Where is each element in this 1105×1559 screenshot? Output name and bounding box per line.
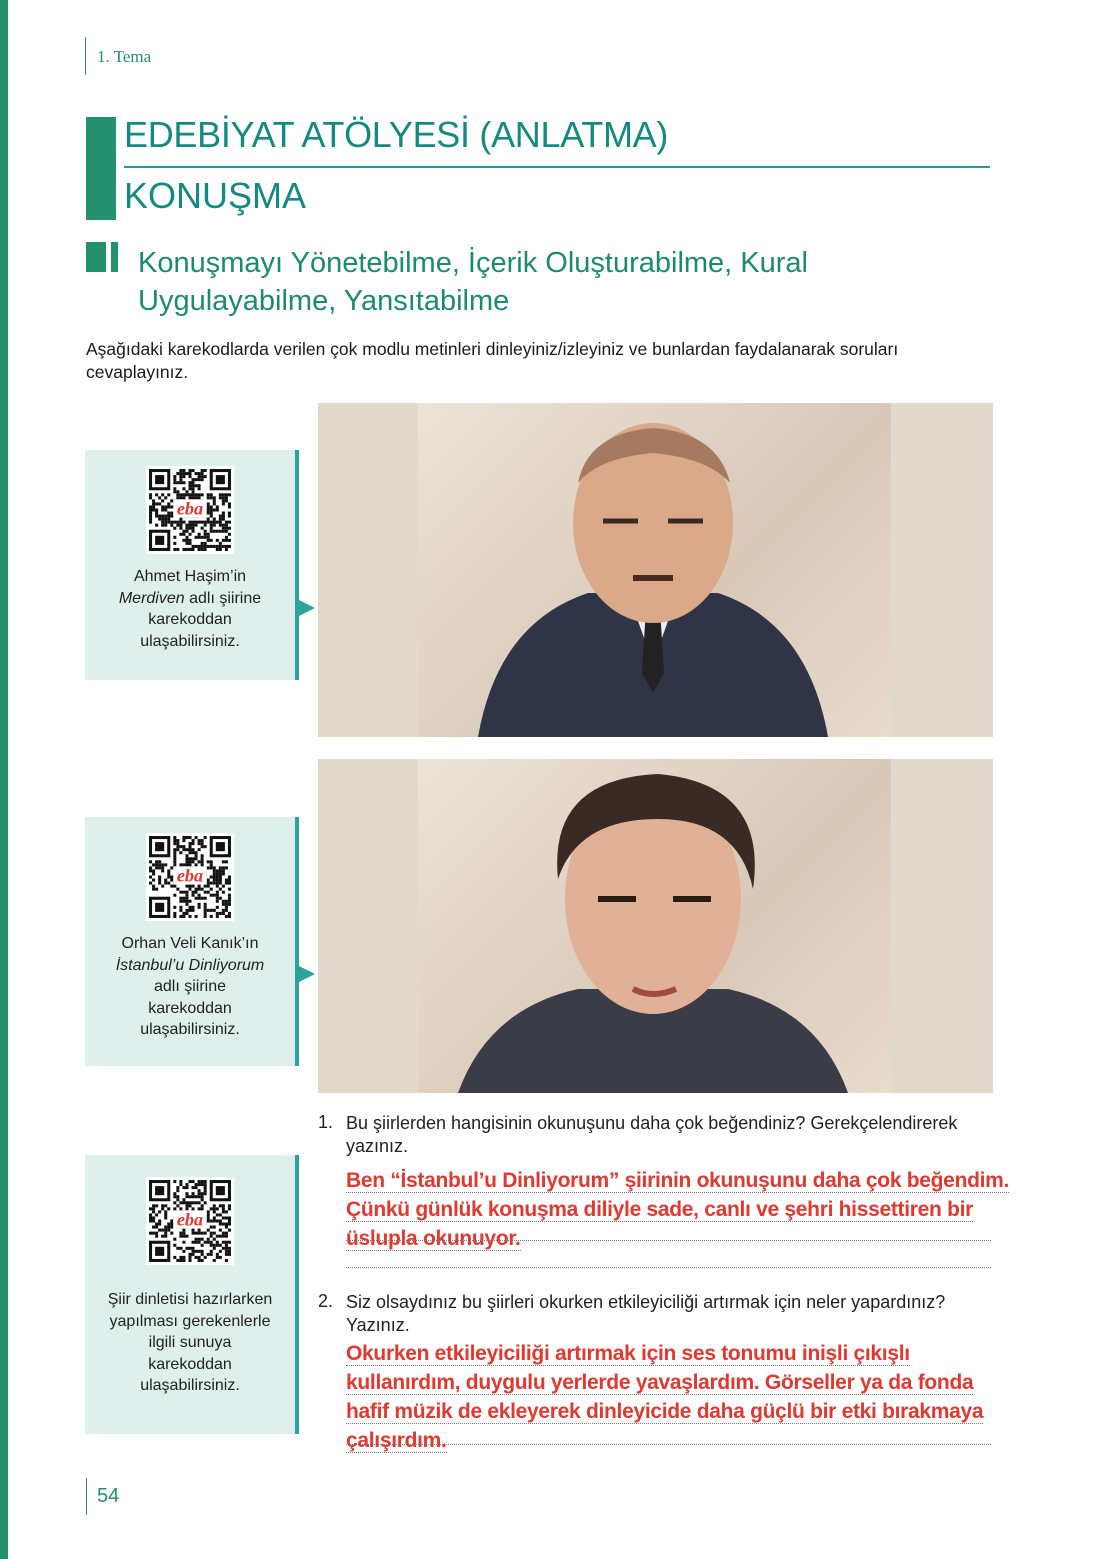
answer-line: üslupla okunuyor. bbox=[346, 1227, 521, 1250]
page-number: 54 bbox=[97, 1485, 120, 1507]
answer-line: Okurken etkileyiciliği artırmak için ses tonumu inişli çıkışlı bbox=[346, 1342, 910, 1365]
question-number: 1. bbox=[318, 1112, 334, 1132]
qr-box-istanbul bbox=[85, 817, 299, 1066]
instructions: Aşağıdaki karekodlarda verilen çok modlu metinleri dinleyiniz/izleyiniz ve bunlardan faydalanarak soruları cevaplayınız. bbox=[86, 339, 899, 382]
caption-text: Orhan Veli Kanık’ın bbox=[121, 935, 259, 952]
question-number: 2. bbox=[318, 1291, 334, 1311]
qr-caption bbox=[85, 566, 295, 652]
arrow-right-icon bbox=[299, 966, 315, 982]
heading-marker-icon bbox=[86, 242, 106, 272]
qr-code-icon[interactable] bbox=[146, 466, 234, 554]
caption-text: Ahmet Haşim’in bbox=[133, 568, 247, 585]
svg-text:eba: eba bbox=[176, 1209, 204, 1230]
answer-dotted-line bbox=[346, 1267, 991, 1268]
divider bbox=[86, 1478, 87, 1515]
qr-code-icon[interactable] bbox=[146, 1177, 234, 1265]
caption-text: Şiir dinletisi hazırlarken yapılması gerekenlerle ilgili sunuya karekoddan ulaşabilirsiniz. bbox=[107, 1291, 273, 1394]
qr-box-presentation bbox=[85, 1155, 299, 1434]
portrait-image bbox=[418, 759, 891, 1093]
answer-line: Çünkü günlük konuşma diliyle sade, canlı ve şehri hissettiren bir bbox=[346, 1198, 974, 1221]
poem-title: İstanbul’u Dinliyorum bbox=[115, 956, 265, 974]
question-text: Siz olsaydınız bu şiirleri okurken etkileyiciliği artırmak için neler yapardınız? Yazınız. bbox=[346, 1292, 946, 1335]
portrait-orhan-veli bbox=[318, 759, 993, 1093]
qr-box-merdiven bbox=[85, 450, 299, 680]
answer-line: kullanırdım, duygulu yerlerde yavaşlardım. Görseller ya da fonda bbox=[346, 1371, 974, 1394]
arrow-right-icon bbox=[299, 600, 315, 616]
theme-label: 1. Tema bbox=[97, 47, 152, 66]
question-text: Bu şiirlerden hangisinin okunuşunu daha çok beğendiniz? Gerekçelendirerek yazınız. bbox=[346, 1113, 958, 1156]
caption-text: adlı şiirine karekoddan ulaşabilirsiniz. bbox=[140, 978, 240, 1038]
portrait-image bbox=[418, 403, 891, 737]
answer-line: çalışırdım. bbox=[346, 1429, 447, 1452]
portrait-ahmet-hasim bbox=[318, 403, 993, 737]
page-title: EDEBİYAT ATÖLYESİ (ANLATMA) bbox=[124, 114, 669, 155]
title-accent-block bbox=[86, 117, 116, 220]
poem-title: Merdiven bbox=[118, 589, 185, 607]
answer-dotted-line bbox=[346, 1240, 991, 1241]
divider bbox=[85, 37, 86, 75]
left-accent-bar bbox=[0, 0, 8, 1559]
svg-text:eba: eba bbox=[176, 498, 204, 519]
answer-line: Ben “İstanbul’u Dinliyorum” şiirinin okunuşunu daha çok beğendim. bbox=[346, 1169, 1010, 1192]
qr-code-icon[interactable] bbox=[146, 833, 234, 921]
heading-marker-icon bbox=[111, 242, 118, 272]
qr-caption bbox=[85, 933, 295, 1041]
page-subtitle: KONUŞMA bbox=[124, 175, 307, 216]
answer-line: hafif müzik de ekleyerek dinleyicide daha güçlü bir etki bırakmaya bbox=[346, 1400, 984, 1423]
svg-text:eba: eba bbox=[176, 865, 204, 886]
caption-text: adlı şiirine karekoddan ulaşabilirsiniz. bbox=[140, 589, 262, 650]
answer-2[interactable] bbox=[346, 1339, 1081, 1455]
qr-caption bbox=[85, 1277, 295, 1397]
answer-dotted-line bbox=[346, 1444, 991, 1445]
section-heading: Konuşmayı Yönetebilme, İçerik Oluşturabilme, Kural Uygulayabilme, Yansıtabilme bbox=[138, 247, 808, 317]
title-rule bbox=[124, 166, 990, 168]
